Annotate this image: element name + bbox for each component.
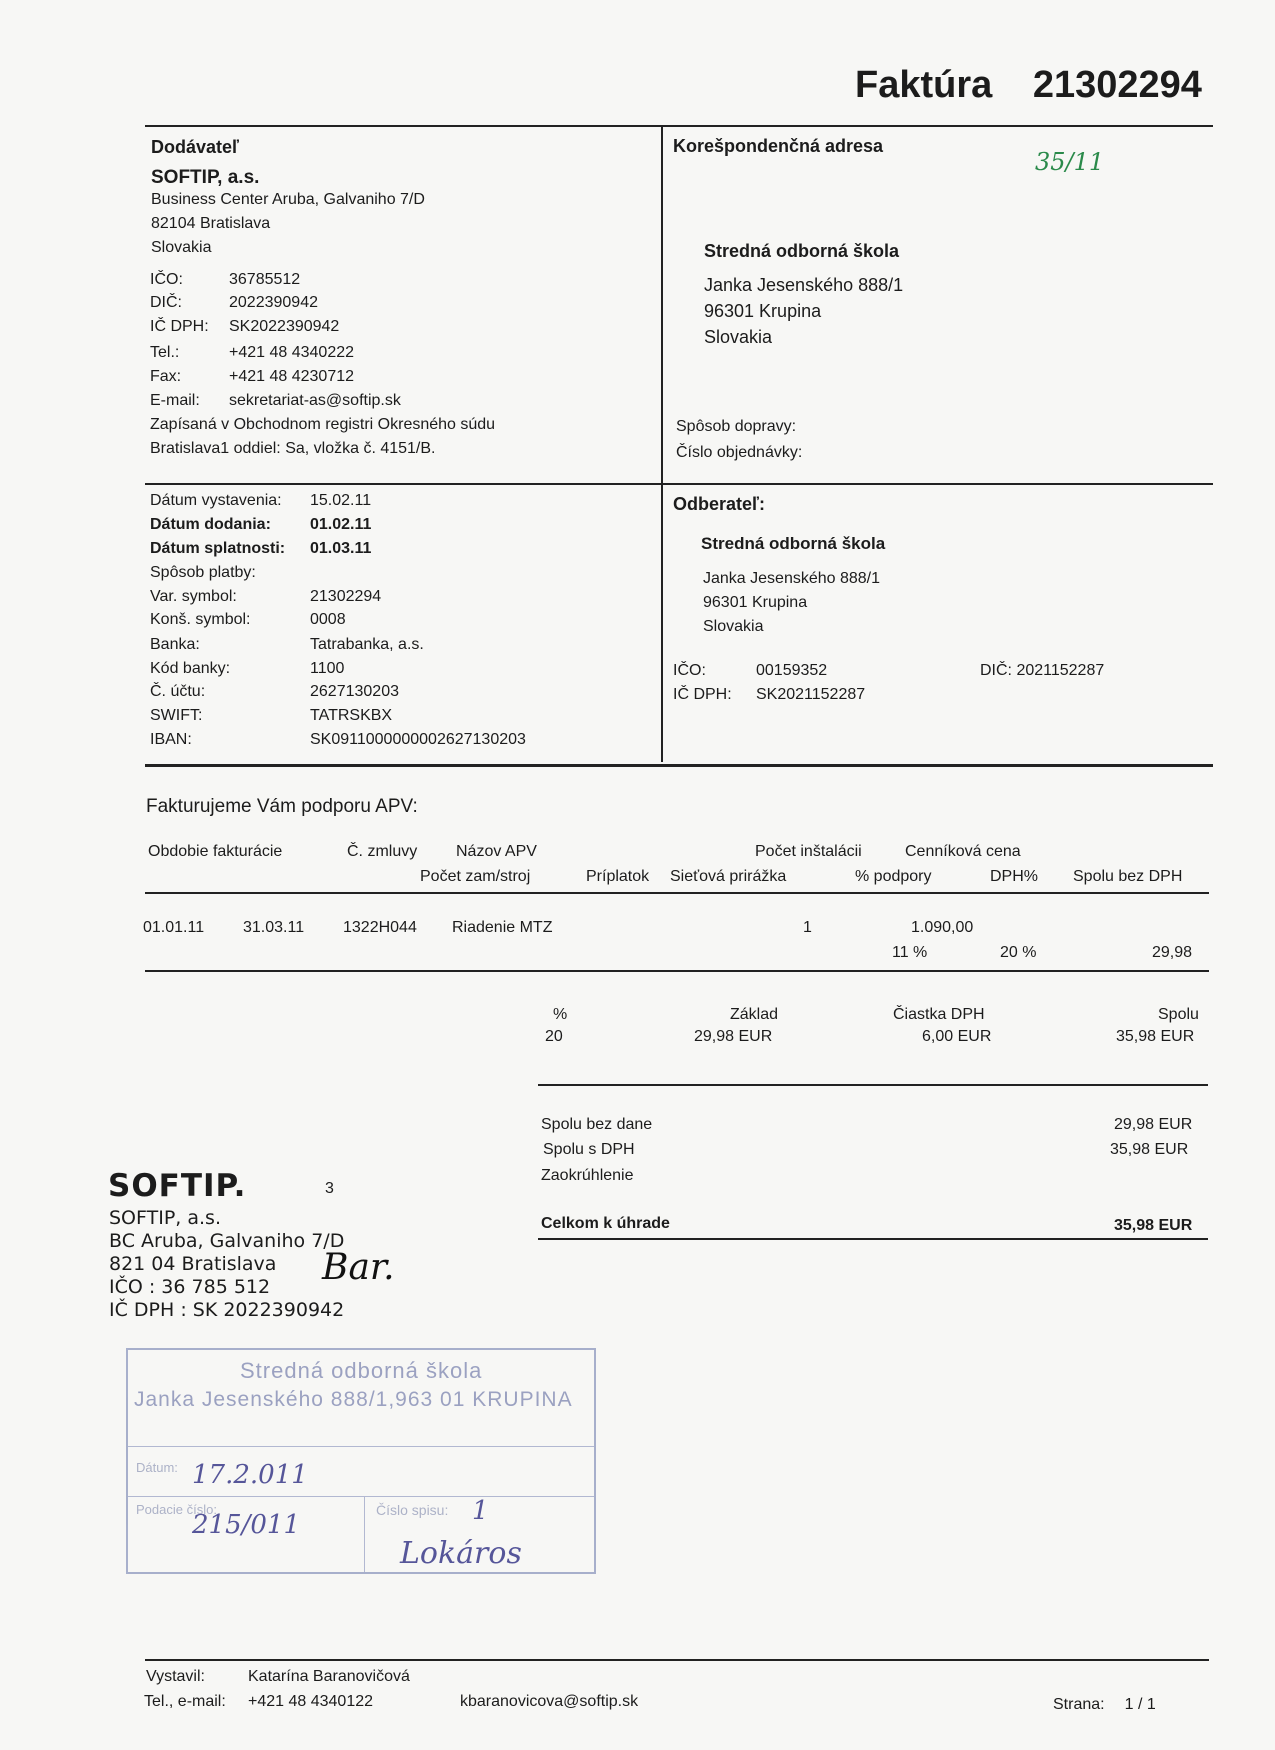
- col-apv: Názov APV: [456, 843, 537, 860]
- receipt-stamp-line-1: Stredná odborná škola: [240, 1358, 483, 1383]
- customer-name: Stredná odborná škola: [701, 534, 886, 553]
- item-support: 11 %: [892, 944, 928, 961]
- variable-symbol: Var. symbol: 21302294: [150, 588, 382, 605]
- col-vat: DPH%: [990, 868, 1039, 885]
- footer-rule: [145, 1659, 1209, 1661]
- issuer-email: kbaranovicova@softip.sk: [460, 1693, 639, 1710]
- receipt-stamp-vdivider: [364, 1496, 365, 1572]
- item-total: 29,98: [1152, 944, 1193, 961]
- supplier-address-2: 82104 Bratislava: [151, 215, 271, 232]
- item-from: 01.01.11: [143, 919, 205, 936]
- receipt-attach-label: Číslo spisu:: [376, 1502, 449, 1518]
- receipt-reg-number: 215/011: [192, 1510, 301, 1540]
- gross-total-label: Spolu s DPH: [543, 1141, 635, 1158]
- stamp-line-4: IČO : 36 785 512: [109, 1276, 271, 1298]
- stamp-line-3: 821 04 Bratislava: [109, 1253, 277, 1275]
- customer-ico: IČO: 00159352: [673, 662, 828, 679]
- intro-text: Fakturujeme Vám podporu APV:: [146, 796, 418, 817]
- items-header-rule: [145, 892, 1209, 894]
- correspondence-address-1: Janka Jesenského 888/1: [704, 275, 904, 295]
- receipt-date-label: Dátum:: [136, 1460, 178, 1475]
- item-vat: 20 %: [1000, 944, 1037, 961]
- supplier-dic: DIČ: 2022390942: [150, 294, 318, 311]
- due-rule: [538, 1238, 1208, 1240]
- supplier-name: SOFTIP, a.s.: [151, 167, 260, 188]
- correspondence-heading: Korešpondenčná adresa: [673, 136, 884, 156]
- transport-label: Spôsob dopravy:: [676, 418, 797, 435]
- constant-symbol: Konš. symbol: 0008: [150, 611, 346, 628]
- stamp-line-2: BC Aruba, Galvaniho 7/D: [109, 1230, 345, 1252]
- vat-pct-label: %: [553, 1006, 568, 1023]
- customer-address-3: Slovakia: [703, 618, 764, 635]
- receipt-stamp: [126, 1348, 596, 1574]
- issue-date: Dátum vystavenia: 15.02.11: [150, 492, 372, 509]
- col-installs: Počet inštalácii: [755, 843, 862, 860]
- receipt-stamp-divider: [128, 1446, 594, 1447]
- invoice-title: [855, 64, 1202, 107]
- correspondence-address-2: 96301 Krupina: [704, 301, 822, 321]
- iban: IBAN: SK0911000000002627130203: [150, 731, 526, 748]
- delivery-date: Dátum dodania: 01.02.11: [150, 516, 372, 533]
- item-contract: 1322H044: [343, 919, 417, 936]
- col-network: Sieťová prirážka: [670, 868, 787, 885]
- col-employees: Počet zam/stroj: [420, 868, 531, 885]
- supplier-registry-1: Zapísaná v Obchodnom registri Okresného súdu: [150, 416, 496, 433]
- customer-dic: DIČ: 2021152287: [980, 662, 1105, 679]
- softip-stamp-logo: SOFTIP.: [108, 1168, 247, 1204]
- receipt-stamp-divider-2: [128, 1496, 594, 1497]
- gross-total: 35,98 EUR: [1110, 1141, 1189, 1158]
- vat-sum-label: Spolu: [1158, 1006, 1199, 1023]
- payment-method: Spôsob platby:: [150, 564, 256, 581]
- swift: SWIFT: TATRSKBX: [150, 707, 393, 724]
- stamp-line-5: IČ DPH : SK 2022390942: [109, 1299, 345, 1321]
- net-total: 29,98 EUR: [1114, 1116, 1193, 1133]
- supplier-ico: IČO: 36785512: [150, 271, 301, 288]
- page-indicator: Strana: 1 / 1: [1053, 1696, 1156, 1713]
- amount-due: 35,98 EUR: [1114, 1217, 1193, 1234]
- supplier-icdph: IČ DPH: SK2022390942: [150, 318, 340, 335]
- col-total: Spolu bez DPH: [1073, 868, 1183, 885]
- order-number-label: Číslo objednávky:: [676, 444, 803, 461]
- col-surcharge: Príplatok: [586, 868, 650, 885]
- receipt-reg-label: Podacie číslo:: [136, 1502, 217, 1517]
- receipt-signature: Lokáros: [400, 1536, 522, 1571]
- vat-pct: 20: [545, 1028, 563, 1045]
- col-period: Obdobie fakturácie: [148, 843, 283, 860]
- stamp-line-1: SOFTIP, a.s.: [109, 1207, 221, 1229]
- header-rule: [145, 125, 1213, 127]
- supplier-registry-2: Bratislava1 oddiel: Sa, vložka č. 4151/B.: [150, 440, 436, 457]
- customer-address-2: 96301 Krupina: [703, 594, 808, 611]
- supplier-address-3: Slovakia: [151, 239, 212, 256]
- due-date: Dátum splatnosti: 01.03.11: [150, 540, 372, 557]
- net-total-label: Spolu bez dane: [541, 1116, 653, 1133]
- customer-heading: Odberateľ:: [673, 494, 765, 514]
- vat-amount-label: Čiastka DPH: [893, 1006, 985, 1023]
- section-rule-2: [145, 764, 1213, 767]
- vat-amount: 6,00 EUR: [922, 1028, 992, 1045]
- vat-base: 29,98 EUR: [694, 1028, 773, 1045]
- amount-due-label: Celkom k úhrade: [541, 1215, 670, 1232]
- col-support: % podpory: [855, 868, 932, 885]
- handwritten-annotation: 35/11: [1035, 148, 1105, 176]
- col-contract: Č. zmluvy: [347, 843, 418, 860]
- invoice-title-label: Faktúra: [855, 64, 993, 106]
- items-rule: [145, 970, 1209, 972]
- bank-code: Kód banky: 1100: [150, 660, 345, 677]
- customer-address-1: Janka Jesenského 888/1: [703, 570, 881, 587]
- invoice-number: 21302294: [1032, 64, 1202, 106]
- supplier-fax: Fax: +421 48 4230712: [150, 368, 355, 385]
- col-price: Cenníková cena: [905, 843, 1021, 860]
- item-apv: Riadenie MTZ: [452, 919, 553, 936]
- receipt-attach: 1: [472, 1496, 489, 1526]
- customer-icdph: IČ DPH: SK2021152287: [673, 686, 866, 703]
- receipt-stamp-line-2: Janka Jesenského 888/1,963 01 KRUPINA: [134, 1388, 573, 1411]
- item-price: 1.090,00: [911, 919, 974, 936]
- supplier-heading: Dodávateľ: [151, 137, 239, 157]
- item-installs: 1: [803, 919, 812, 936]
- bank: Banka: Tatrabanka, a.s.: [150, 636, 424, 653]
- section-rule-1: [145, 483, 1213, 485]
- stamp-number: 3: [325, 1180, 334, 1197]
- column-divider: [661, 125, 663, 762]
- company-signature: Bar.: [322, 1247, 395, 1288]
- supplier-email: E-mail: sekretariat-as@softip.sk: [150, 392, 401, 409]
- vat-sum: 35,98 EUR: [1116, 1028, 1195, 1045]
- item-to: 31.03.11: [243, 919, 305, 936]
- vat-base-label: Základ: [730, 1006, 779, 1023]
- supplier-address-1: Business Center Aruba, Galvaniho 7/D: [151, 191, 425, 208]
- vat-rule: [538, 1084, 1208, 1086]
- correspondence-name: Stredná odborná škola: [704, 241, 900, 261]
- supplier-tel: Tel.: +421 48 4340222: [150, 344, 355, 361]
- rounding-label: Zaokrúhlenie: [541, 1167, 634, 1184]
- receipt-date: 17.2.011: [192, 1460, 308, 1490]
- issued-by: Vystavil: Katarína Baranovičová: [146, 1668, 410, 1685]
- correspondence-address-3: Slovakia: [704, 327, 773, 347]
- account-number: Č. účtu: 2627130203: [150, 683, 399, 700]
- issuer-contact: Tel., e-mail: +421 48 4340122: [144, 1693, 374, 1710]
